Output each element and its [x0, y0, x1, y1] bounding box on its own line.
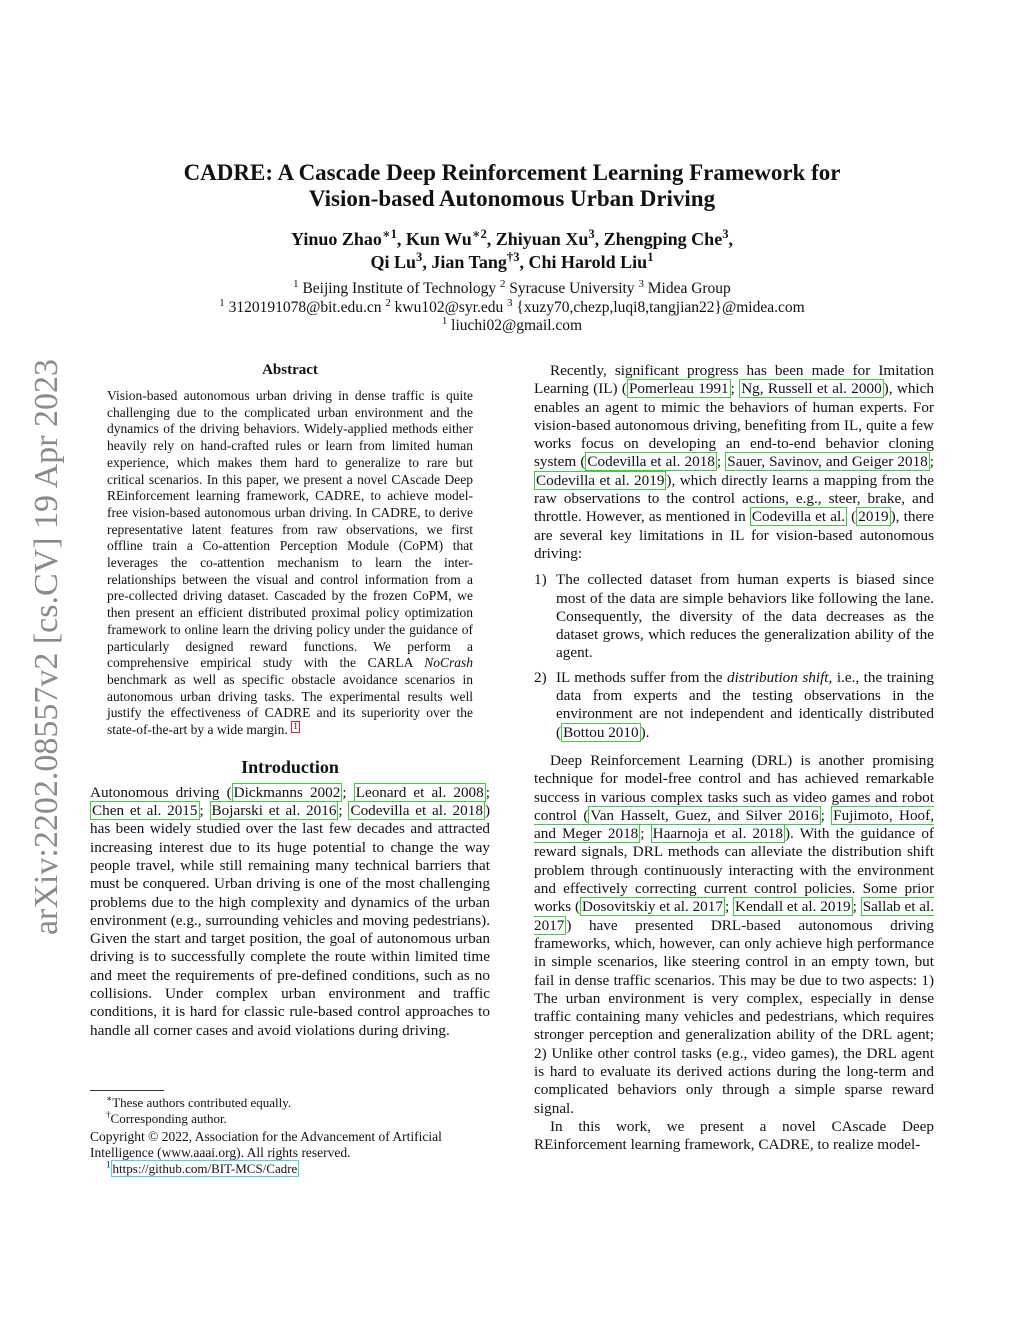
- citation-link[interactable]: Chen et al. 2015: [92, 802, 198, 820]
- footnotes: [90, 1090, 490, 1177]
- list-item: 1) The collected dataset from human experts is biased since most of the data are simple behaviors like following the lane. Consequently, the diversity of the data decreases as the dataset grows, which reduces the generalization ability of the agent.: [534, 571, 934, 662]
- drl-paragraph: Deep Reinforcement Learning (DRL) is another promising technique for model-free control and has achieved remarkable success in various complex tasks such as video games and robot control ( Van Hasselt, Guez, and Silver 2016 ; Fujimoto, Hoof, and Meger 2018 ; Haarnoja et al. 2018 ). With the guidance of reward signals, DRL methods can alleviate the distribution shift problem through continuously interacting with the environment and effectively correcting current control policies. Some prior works ( Dosovitskiy et al. 2017 ; Kendall et al. 2019 ; Sallab et al. 2017 ) have presented DRL-based autonomous driving frameworks, which, however, can only achieve high performance in simple scenarios, like steering control in an empty town, but fail in dense traffic scenarios. This may be due to two aspects: 1) The urban environment is very complex, especially in dense traffic containing many vehicles and pedestrians, which requires stronger perception and generalization ability of the DRL agent; 2) Unlike other control tasks (e.g., video games), the DRL agent is hard to evaluate its derived actions during the long-term and complicated behaviors only through a simple sparse reward signal.: [534, 751, 934, 1117]
- citation-link[interactable]: Sallab et al. 2017: [534, 898, 934, 934]
- github-link[interactable]: https://github.com/BIT-MCS/Cadre: [112, 1161, 298, 1176]
- citation-link[interactable]: 2019: [858, 508, 889, 526]
- arxiv-identifier: arXiv:2202.08557v2 [cs.CV] 19 Apr 2023: [28, 358, 65, 936]
- left-column: [90, 362, 490, 1040]
- introduction-heading: Introduction: [241, 756, 339, 777]
- affiliations: $^1$ Beijing Institute of Technology $^2$ Syracuse University $^3$ Midea Group $^1$ 3120191078@bit.edu.cn $^2$ kwu102@syr.edu $^3$ {xuzy70,chezp,luqi8,tangjian22}@midea.com $^1$ liuchi02@gmail.com: [219, 277, 805, 334]
- paper-title: CADRE: A Cascade Deep Reinforcement Learning Framework for Vision-based Autonomous Urban Driving: [183, 160, 841, 211]
- author-list: Yinuo Zhao$^{∗1}$, Kun $Wu^{∗2}$, Zhiyuan Xu$^3$, Zhengping Che$^3$, Qi Lu$^3$, Jian Tang$^{\dagger 3}$, Chi Harold Liu$^1$: [291, 227, 733, 272]
- arxiv-sidebar: [20, 352, 74, 942]
- footnote-equal-contribution: ∗These authors contributed equally.: [106, 1093, 292, 1110]
- footnote-link[interactable]: 1: [293, 721, 298, 732]
- citation-link[interactable]: Leonard et al. 2008: [355, 783, 484, 801]
- citation-link[interactable]: Kendall et al. 2019: [735, 898, 851, 916]
- citation-link[interactable]: Ng, Russell et al. 2000: [741, 380, 882, 398]
- imitation-learning-paragraph: Recently, significant progress has been made for Imitation Learning (IL) ( Pomerleau 1991 ; Ng, Russell et al. 2000 ), which enables an agent to mimic the behaviors of human experts. For vision-based autonomous driving, benefiting from IL, quite a few works focus on developing an end-to-end behavior cloning system ( Codevilla et al. 2018 ; Sauer, Savinov, and Geiger 2018 ; Codevilla et al. 2019 ), which directly learns a mapping from the raw observations to the control actions, e.g., steer, brake, and throttle. However, as mentioned in Codevilla et al. ( 2019 ), there are several key limitations in IL for vision-based autonomous driving:: [534, 362, 934, 562]
- footnote-corresponding: †Corresponding author.: [106, 1109, 227, 1126]
- introduction-paragraph: Autonomous driving ( Dickmanns 2002 ; Leonard et al. 2008 ; Chen et al. 2015 ; Bojarski et al. 2016 ; Codevilla et al. 2018 ) has been widely studied over the last few decades and attracted increasing interest due to its huge potential to change the way people travel, while still remaining many technical barriers that must be conquered. Urban driving is one of the most challenging problems due to the high complexity and dynamics of the urban environment (e.g., surrounding vehicles and moving pedestrians). Given the start and target position, the goal of autonomous urban driving is to successfully complete the route within limited time and meet the requirements of pre-defined conditions, such as no collisions. Under complex urban environment and traffic conditions, it is hard for classic rule-based control approaches to handle all corner cases and avoid violations during driving.: [90, 783, 490, 1039]
- list-item: 2) IL methods suffer from the distribution shift, i.e., the training data from experts and the testing observations in the environment are not independent and identically distributed ( Bottou 2010 ).: [534, 668, 934, 741]
- citation-link[interactable]: Dosovitskiy et al. 2017: [582, 898, 723, 916]
- citation-link[interactable]: Pomerleau 1991: [628, 380, 729, 398]
- citation-link[interactable]: Codevilla et al. 2019: [536, 471, 665, 489]
- footnote-rule: [90, 1090, 164, 1091]
- right-column: [534, 362, 934, 1154]
- citation-link[interactable]: Codevilla et al.: [751, 508, 846, 526]
- abstract-heading: Abstract: [262, 362, 318, 378]
- citation-link[interactable]: Dickmanns 2002: [233, 783, 341, 801]
- citation-link[interactable]: Sauer, Savinov, and Geiger 2018: [727, 453, 928, 471]
- limitations-list: [534, 571, 934, 742]
- this-work-paragraph: In this work, we present a novel CAscade Deep REinforcement learning framework, CADRE, to realize model-: [534, 1117, 934, 1154]
- paper-header: [90, 160, 934, 336]
- citation-link[interactable]: Codevilla et al. 2018: [350, 802, 483, 820]
- citation-link[interactable]: Haarnoja et al. 2018: [652, 825, 783, 843]
- citation-link[interactable]: Fujimoto, Hoof, and Meger 2018: [534, 806, 934, 843]
- footnote-url: $^1$ https://github.com/BIT-MCS/Cadre: [106, 1159, 298, 1176]
- citation-link[interactable]: Van Hasselt, Guez, and Silver 2016: [590, 806, 819, 824]
- copyright-notice: Copyright © 2022, Association for the Advancement of Artificial Intelligence (www.aaai.org). All rights reserved.: [90, 1129, 442, 1160]
- citation-link[interactable]: Codevilla et al. 2018: [587, 453, 715, 471]
- citation-link[interactable]: Bottou 2010: [563, 723, 639, 741]
- citation-link[interactable]: Bojarski et al. 2016: [211, 802, 337, 820]
- abstract-text: Vision-based autonomous urban driving in dense traffic is quite challenging due to the complicated urban environment and the dynamics of the driving behaviors. Widely-applied methods either heavily rely on hand-crafted rules or learn from limited human experience, which makes them hard to generalize to rare but critical scenarios. In this paper, we present a novel CAscade Deep REinforcement learning framework, CADRE, to achieve model-free vision-based autonomous urban driving. In CADRE, to derive representative latent features from raw observations, we first offline train a Co-attention Perception Module (CoPM) that leverages the co-attention mechanism to learn the inter-relationships between the visual and control information from a pre-collected driving dataset. Cascaded by the frozen CoPM, we then present an efficient distributed proximal policy optimization framework to online learn the driving policy under the guidance of particularly designed reward functions. We perform a comprehensive empirical study with the CARLA NoCrash benchmark as well as specific obstacle avoidance scenarios in autonomous urban driving tasks. The experimental results well justify the effectiveness of CADRE and its superiority over the state-of-the-art by a wide margin. $^1$: [107, 388, 473, 738]
